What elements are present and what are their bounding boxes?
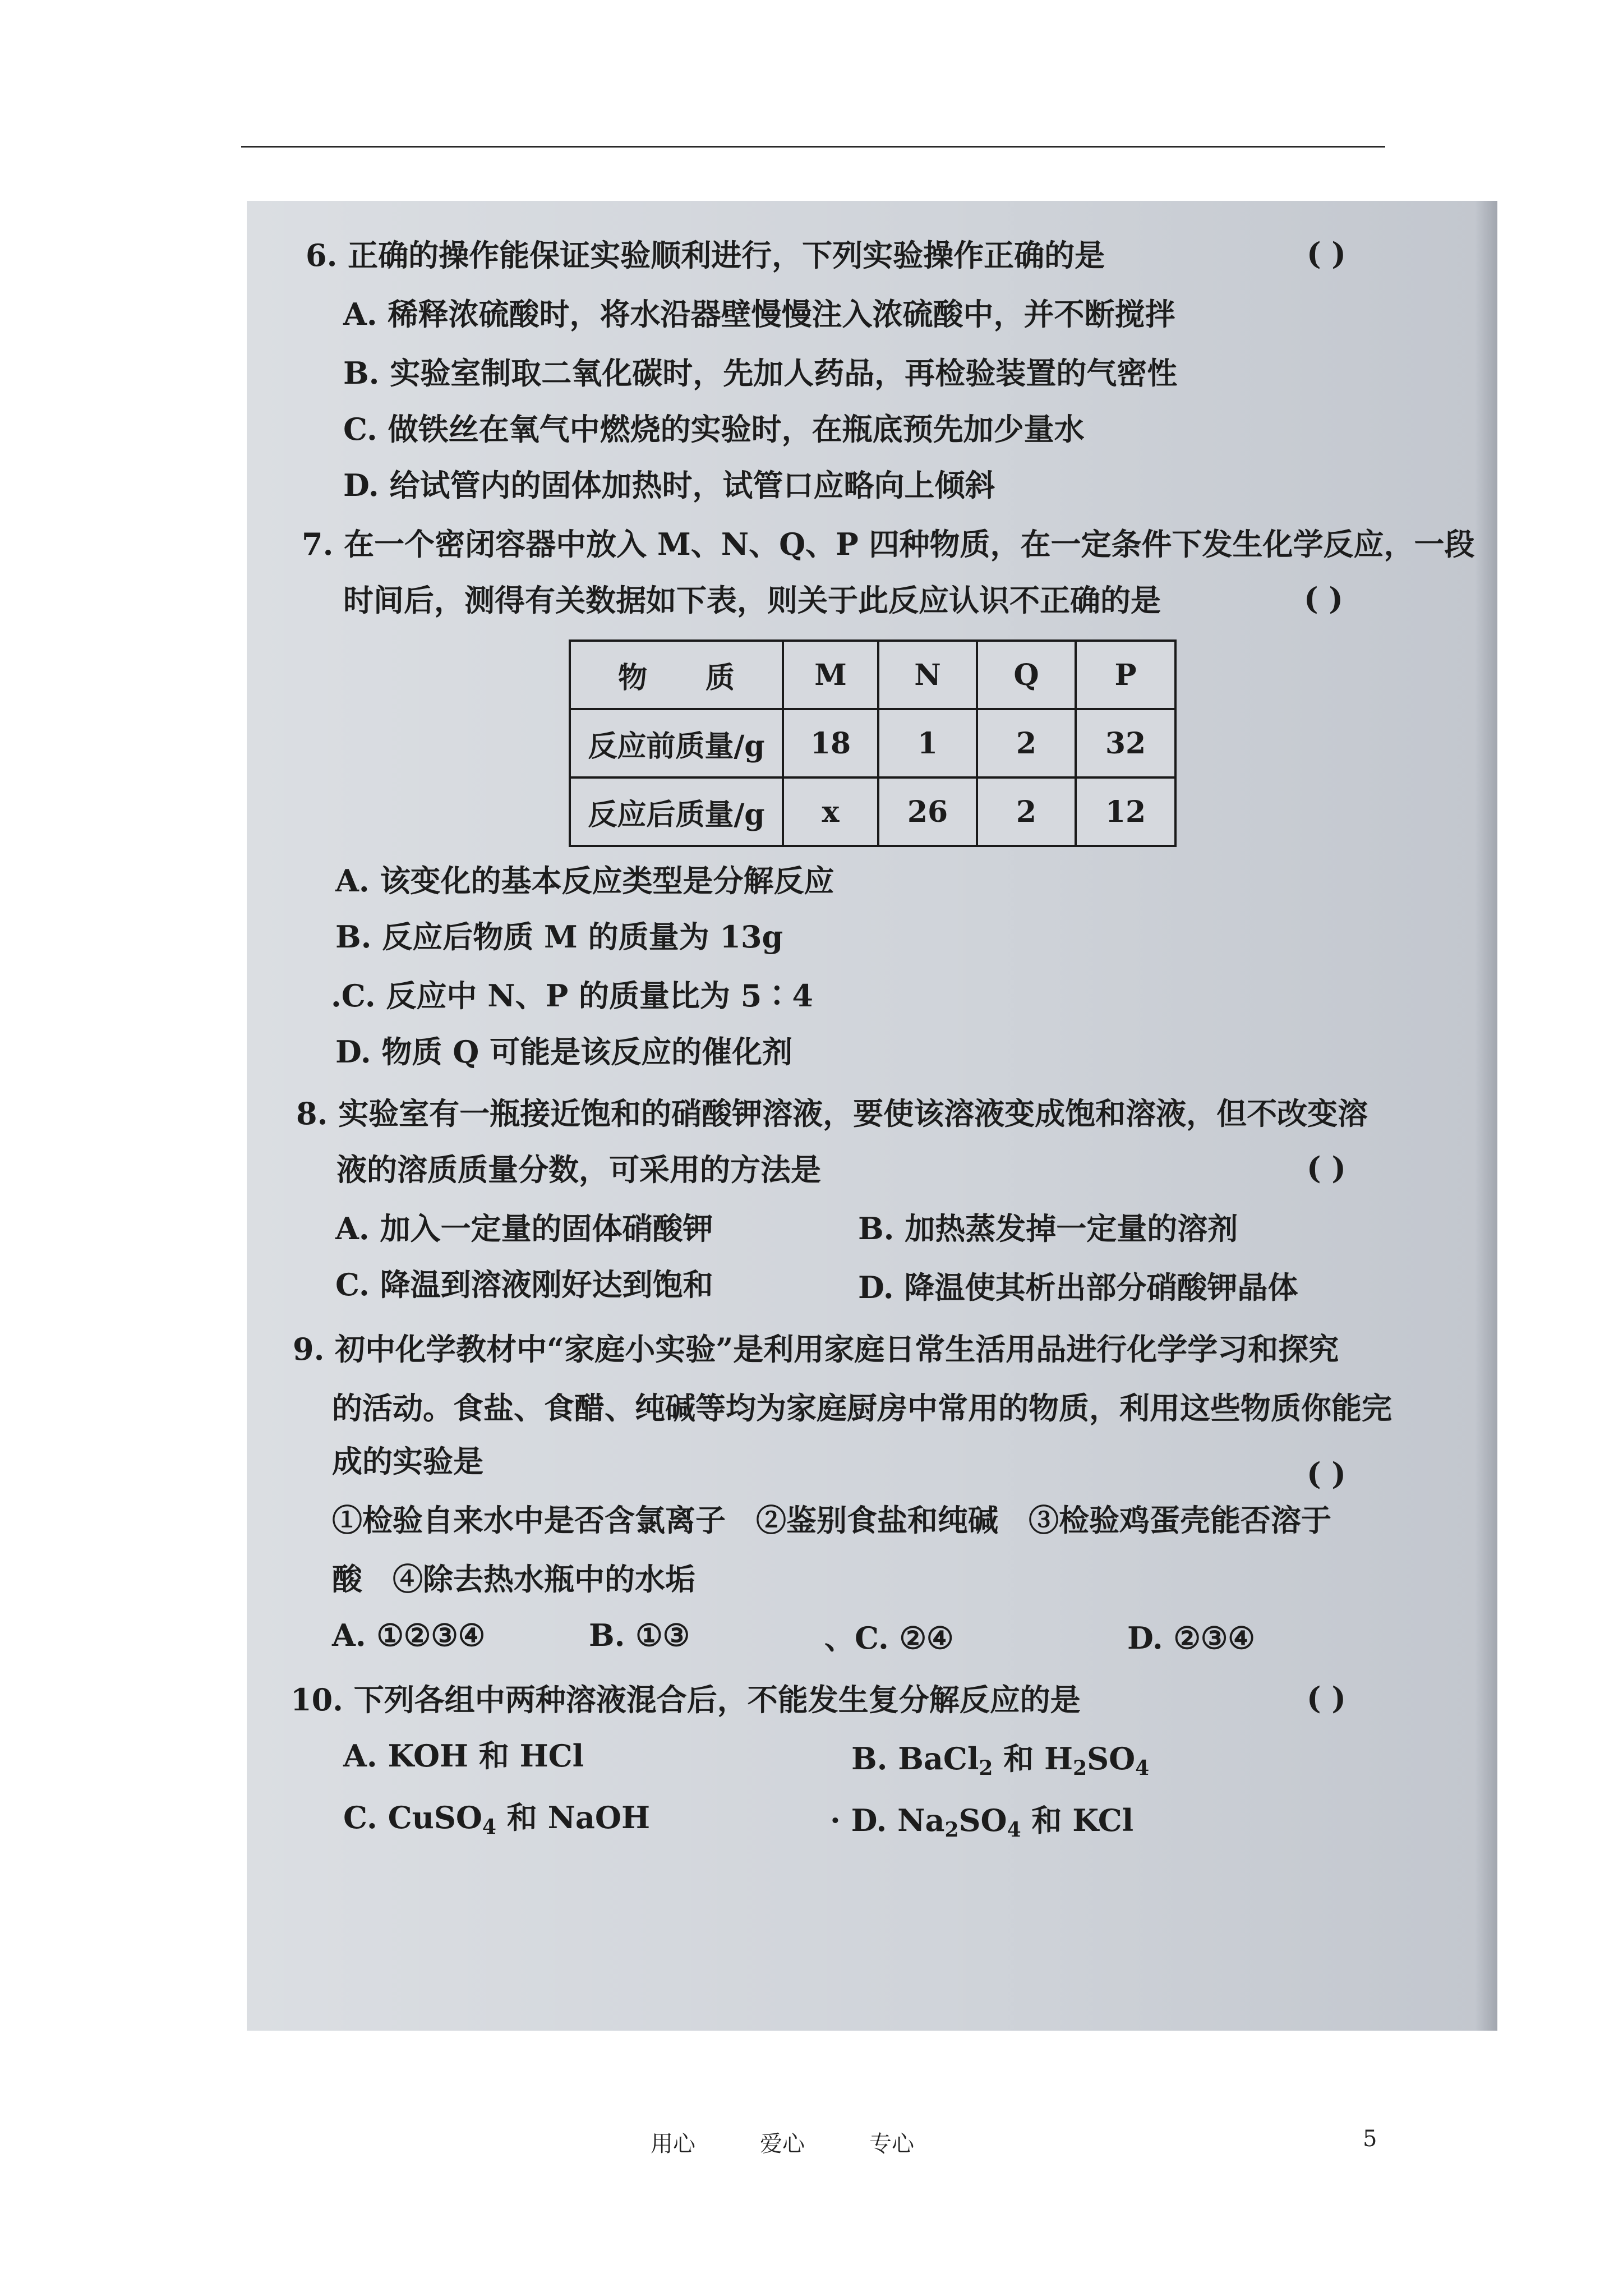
subscript-4: 4	[1135, 1756, 1150, 1780]
page-edge-shadow	[1475, 201, 1497, 2031]
q8-option-c: C. 降温到溶液刚好达到饱和	[335, 1267, 713, 1303]
q8-stem-line2: 液的溶质质量分数，可采用的方法是	[336, 1152, 821, 1188]
q8-answer-paren: ( )	[1307, 1150, 1346, 1186]
subscript-2: 2	[979, 1756, 993, 1780]
table-header-cell: M	[783, 641, 878, 709]
q8-stem-line1: 8. 实验室有一瓶接近饱和的硝酸钾溶液，要使该溶液变成饱和溶液，但不改变溶	[296, 1096, 1368, 1131]
q7-mass-table	[569, 639, 1177, 847]
subscript-2: 2	[944, 1818, 959, 1842]
q7-stem-line1: 7. 在一个密闭容器中放入 M、N、Q、P 四种物质，在一定条件下发生化学反应，一段	[302, 526, 1475, 562]
q7-option-a: A. 该变化的基本反应类型是分解反应	[335, 863, 834, 899]
q10-option-c	[343, 1798, 650, 1847]
table-cell: x	[783, 777, 878, 846]
q9-stem-line1: 9. 初中化学教材中“家庭小实验”是利用家庭日常生活用品进行化学学习和探究	[293, 1331, 1339, 1367]
q6-option-d: D. 给试管内的固体加热时，试管口应略向上倾斜	[343, 467, 995, 503]
subscript-2: 2	[1073, 1756, 1087, 1780]
q10-stem: 10. 下列各组中两种溶液混合后，不能发生复分解反应的是	[291, 1682, 1081, 1718]
table-header-cell: N	[878, 641, 977, 709]
q7-answer-paren: ( )	[1304, 581, 1343, 616]
subscript-4: 4	[1007, 1818, 1021, 1842]
table-cell: 2	[977, 777, 1076, 846]
q7-option-d: D. 物质 Q 可能是该反应的催化剂	[335, 1034, 793, 1070]
q10-option-d-text: · D. Na	[830, 1802, 945, 1838]
q7-option-b: B. 反应后物质 M 的质量为 13g	[335, 919, 783, 955]
q10-answer-paren: ( )	[1307, 1680, 1346, 1716]
q9-option-a: A. ①②③④	[332, 1617, 486, 1653]
table-cell: 32	[1076, 709, 1175, 777]
footer-motto-3: 专心	[869, 2131, 914, 2157]
q10-option-a: A. KOH 和 HCl	[343, 1738, 584, 1774]
q7-option-c: .C. 反应中 N、P 的质量比为 5∶4	[331, 978, 813, 1014]
q10-option-d-text: 和 KCl	[1021, 1802, 1134, 1838]
page-number: 5	[1363, 2126, 1377, 2152]
q9-answer-paren: ( )	[1307, 1456, 1346, 1492]
table-cell: 反应前质量/g	[570, 709, 783, 777]
table-cell: 18	[783, 709, 878, 777]
q9-stem-line2: 的活动。食盐、食醋、纯碱等均为家庭厨房中常用的物质，利用这些物质你能完	[332, 1390, 1392, 1426]
table-cell: 12	[1076, 777, 1175, 846]
table-header-row	[570, 641, 1175, 709]
q10-option-b-text: SO	[1087, 1741, 1136, 1777]
table-row	[570, 777, 1175, 846]
q9-option-d: D. ②③④	[1127, 1620, 1255, 1656]
q9-stem-line3: 成的实验是	[332, 1443, 483, 1479]
q10-option-b-text: B. BaCl	[851, 1741, 979, 1777]
subscript-4: 4	[482, 1815, 496, 1839]
q10-option-d	[830, 1801, 1133, 1849]
q6-option-a: A. 稀释浓硫酸时，将水沿器壁慢慢注入浓硫酸中，并不断搅拌	[343, 296, 1175, 332]
table-header-cell: Q	[977, 641, 1076, 709]
q6-answer-paren: ( )	[1307, 236, 1346, 272]
q10-option-b-text: 和 H	[993, 1741, 1073, 1777]
q9-option-c: 、C. ②④	[824, 1620, 954, 1656]
table-header-cell: P	[1076, 641, 1175, 709]
q6-stem: 6. 正确的操作能保证实验顺利进行，下列实验操作正确的是	[306, 237, 1105, 273]
q10-option-d-text: SO	[958, 1802, 1007, 1838]
footer-motto-1: 用心	[651, 2131, 695, 2157]
q6-option-b: B. 实验室制取二氧化碳时，先加人药品，再检验装置的气密性	[343, 355, 1178, 391]
q10-option-c-text: 和 NaOH	[496, 1800, 650, 1835]
table-cell: 1	[878, 709, 977, 777]
q7-stem-line2: 时间后，测得有关数据如下表，则关于此反应认识不正确的是	[343, 582, 1161, 618]
table-row	[570, 709, 1175, 777]
footer-motto-2: 爱心	[760, 2131, 805, 2157]
q10-option-c-text: C. CuSO	[343, 1800, 482, 1835]
table-cell: 2	[977, 709, 1076, 777]
q8-option-a: A. 加入一定量的固体硝酸钾	[335, 1211, 713, 1246]
table-header-cell: 物 质	[570, 641, 783, 709]
table-cell: 反应后质量/g	[570, 777, 783, 846]
q10-option-b	[851, 1739, 1149, 1788]
q9-option-b: B. ①③	[589, 1617, 690, 1653]
header-rule	[241, 146, 1385, 148]
table-cell: 26	[878, 777, 977, 846]
q8-option-b: B. 加热蒸发掉一定量的溶剂	[858, 1211, 1238, 1246]
q8-option-d: D. 降温使其析出部分硝酸钾晶体	[858, 1269, 1298, 1305]
q6-option-c: C. 做铁丝在氧气中燃烧的实验时，在瓶底预先加少量水	[343, 411, 1085, 447]
q9-items-line2: 酸 ④除去热水瓶中的水垢	[332, 1561, 695, 1597]
q9-items-line1: ①检验自来水中是否含氯离子 ②鉴别食盐和纯碱 ③检验鸡蛋壳能否溶于	[332, 1502, 1331, 1538]
